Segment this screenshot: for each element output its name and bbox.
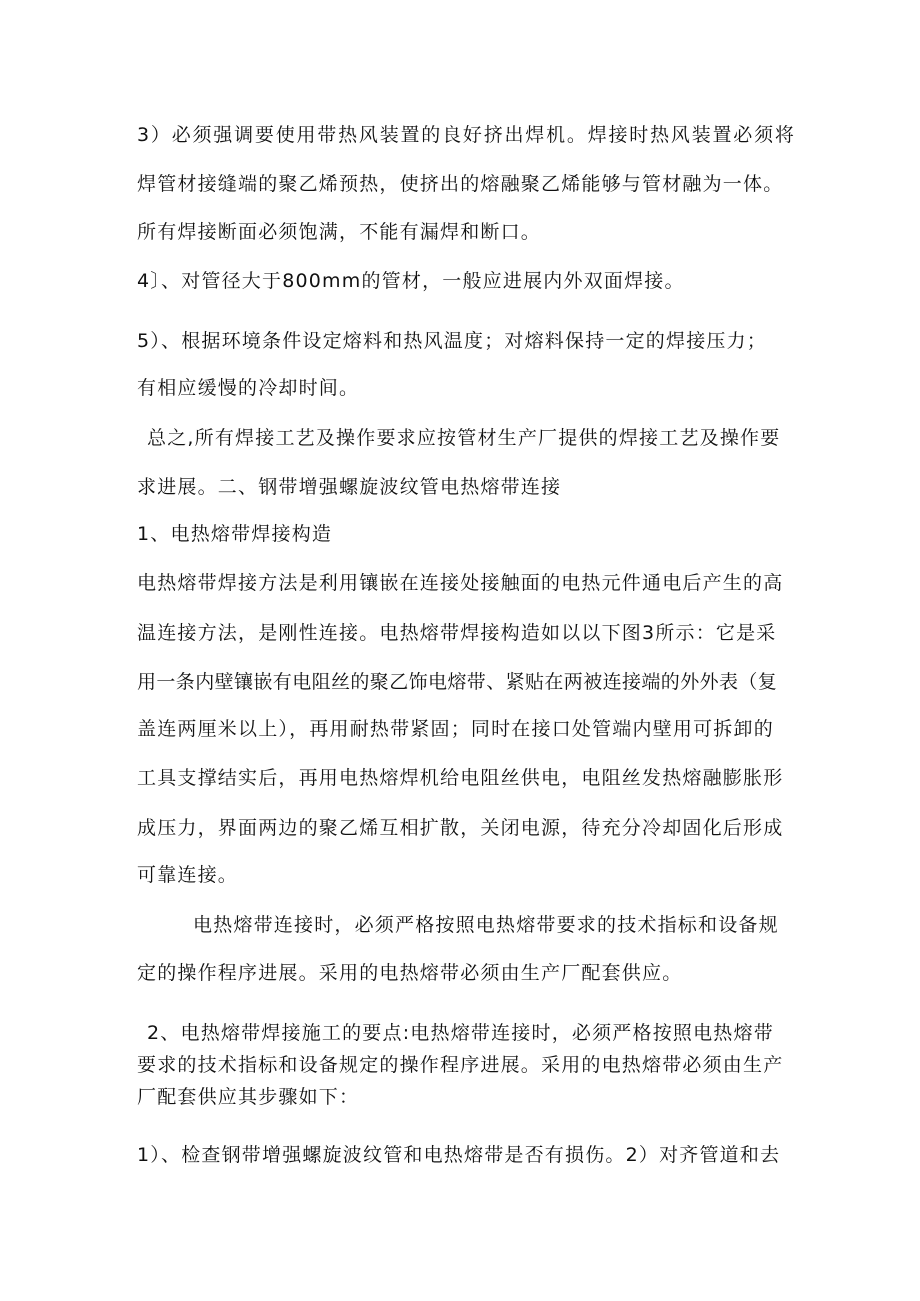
paragraph-line: 求进展。二、钢带增强螺旋波纹管电热熔带连接 — [137, 476, 562, 498]
paragraph-line: 工具支撑结实后，再用电热熔焊机给电阻丝供电，电阻丝发热熔融膨胀形 — [137, 767, 784, 789]
paragraph-line: 电热熔带焊接方法是利用镶嵌在连接处接触面的电热元件通电后产生的高 — [137, 572, 784, 594]
paragraph-line: 盖连两厘米以上），再用耐热带紧固；同时在接口处管端内壁用可拆卸的 — [137, 718, 774, 740]
paragraph-line: 1）、检查钢带增强螺旋波纹管和电热熔带是否有损伤。2）对齐管道和去 — [137, 1144, 781, 1166]
paragraph-line: 用一条内壁镶嵌有电阻丝的聚乙饰电熔带、紧贴在两被连接端的外外表（复 — [137, 671, 778, 693]
paragraph-line: 所有焊接断面必须饱满，不能有漏焊和断口。 — [137, 221, 542, 243]
paragraph-line: 2、电热熔带焊接施工的要点:电热熔带连接时，必须严格按照电热熔带 — [147, 1022, 774, 1044]
paragraph-line: 总之,所有焊接工艺及操作要求应按管材生产厂提供的焊接工艺及操作要 — [147, 427, 781, 449]
paragraph-line: 5）、根据环境条件设定熔料和热风温度；对熔料保持一定的焊接压力； — [137, 330, 767, 352]
paragraph-line: 4〕、对管径大于800mm的管材，一般应进展内外双面焊接。 — [137, 270, 685, 292]
paragraph-line: 可靠连接。 — [137, 864, 239, 886]
paragraph-line: 3）必须强调要使用带热风装置的良好挤出焊机。焊接时热风装置必须将 — [137, 124, 796, 146]
paragraph-line: 温连接方法，是刚性连接。电热熔带焊接构造如以以下图3所示：它是采 — [137, 622, 777, 644]
paragraph-line: 成压力，界面两边的聚乙烯互相扩散，关闭电源，待充分冷却固化后形成 — [137, 817, 784, 839]
paragraph-line: 要求的技术指标和设备规定的操作程序进展。采用的电热熔带必须由生产 — [137, 1054, 784, 1076]
paragraph-line: 有相应缓慢的冷却时间。 — [137, 377, 360, 399]
paragraph-line: 定的操作程序进展。采用的电热熔带必须由生产厂配套供应。 — [137, 962, 683, 984]
section-heading: 1、电热熔带焊接构造 — [137, 523, 333, 545]
paragraph-line: 焊管材接缝端的聚乙烯预热，使挤出的熔融聚乙烯能够与管材融为一体。 — [137, 173, 784, 195]
paragraph-line: 电热熔带连接时，必须严格按照电热熔带要求的技术指标和设备规 — [193, 914, 779, 936]
paragraph-line: 厂配套供应其步骤如下： — [137, 1086, 360, 1108]
